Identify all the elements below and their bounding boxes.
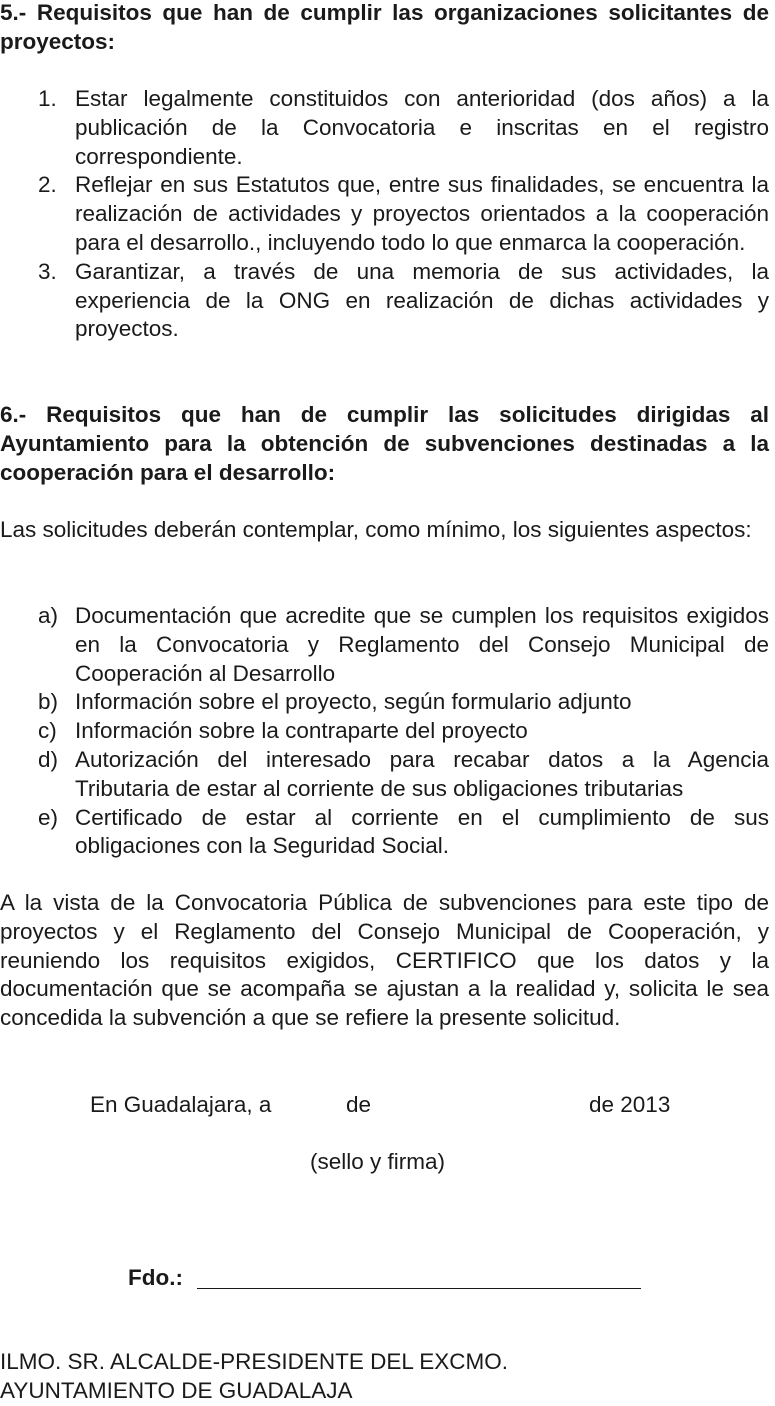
- list-item-text: Información sobre la contraparte del proyecto: [75, 718, 528, 744]
- list-item: [0, 688, 769, 717]
- date-place-label: En Guadalajara, a: [90, 1092, 272, 1117]
- list-item-letter: d): [38, 746, 59, 772]
- section-5-requirements-list: [0, 85, 769, 344]
- list-item: [0, 804, 769, 862]
- list-item: [0, 602, 769, 688]
- date-line: [0, 1091, 769, 1120]
- addressee-line-2: AYUNTAMIENTO DE GUADALAJA: [0, 1377, 353, 1403]
- list-item-letter: a): [38, 603, 59, 628]
- section-6-heading: 6.- Requisitos que han de cumplir las solicitudes dirigidas al Ayuntamiento para la obtención de subvenciones destinadas a la cooperación para el desarrollo:: [0, 402, 769, 485]
- list-item-text: Reflejar en sus Estatutos que, entre sus finalidades, se encuentra la realización de actividades y proyectos orientados a la cooperación para el desarrollo., incluyendo todo lo que enmarca la cooperación.: [75, 172, 769, 255]
- signature-label: Fdo.:: [128, 1265, 183, 1290]
- list-item: [0, 85, 769, 171]
- date-month-connector: de: [346, 1092, 372, 1117]
- list-item-text: Garantizar, a través de una memoria de sus actividades, la experiencia de la ONG en realización de dichas actividades y proyectos.: [75, 258, 769, 342]
- list-item-letter: b): [38, 689, 59, 715]
- list-item: [0, 717, 769, 746]
- signature-row: [128, 1264, 648, 1294]
- list-item-text: Autorización del interesado para recabar datos a la Agencia Tributaria de estar al corriente de sus obligaciones tributarias: [75, 746, 769, 801]
- section-6-aspects-list: [0, 602, 769, 861]
- stamp-and-signature-label: (sello y firma): [310, 1149, 446, 1174]
- signature-line: [197, 1288, 641, 1289]
- list-item: [0, 746, 769, 804]
- list-item-letter: e): [38, 804, 59, 830]
- date-year-label: de 2013: [589, 1092, 671, 1117]
- list-item: [0, 258, 769, 344]
- list-item-text: Documentación que acredite que se cumplen los requisitos exigidos en la Convocatoria y Reglamento del Consejo Municipal de Cooperación al Desarrollo: [75, 603, 769, 686]
- list-item-number: 1.: [38, 86, 57, 111]
- addressee-block: [0, 1348, 769, 1406]
- list-item-number: 3.: [38, 258, 57, 284]
- list-item-text: Certificado de estar al corriente en el cumplimiento de sus obligaciones con la Seguridad Social.: [75, 804, 769, 859]
- list-item: [0, 171, 769, 257]
- section-6-intro: Las solicitudes deberán contemplar, como mínimo, los siguientes aspectos:: [0, 517, 752, 542]
- list-item-text: Estar legalmente constituidos con anterioridad (dos años) a la publicación de la Convocatoria e inscritas en el registro correspondiente.: [75, 86, 769, 169]
- addressee-line-1: ILMO. SR. ALCALDE-PRESIDENTE DEL EXCMO.: [0, 1349, 509, 1374]
- list-item-number: 2.: [38, 172, 57, 198]
- section-5-heading: 5.- Requisitos que han de cumplir las organizaciones solicitantes de proyectos:: [0, 0, 769, 54]
- certification-paragraph: A la vista de la Convocatoria Pública de subvenciones para este tipo de proyectos y el Reglamento del Consejo Municipal de Cooperación, y reuniendo los requisitos exigidos, CERTIFICO que los datos y la documentación que se acompaña se ajustan a la realidad y, solicita le sea concedida la subvención a que se refiere la presente solicitud.: [0, 890, 769, 1031]
- list-item-text: Información sobre el proyecto, según formulario adjunto: [75, 689, 632, 715]
- list-item-letter: c): [38, 718, 57, 744]
